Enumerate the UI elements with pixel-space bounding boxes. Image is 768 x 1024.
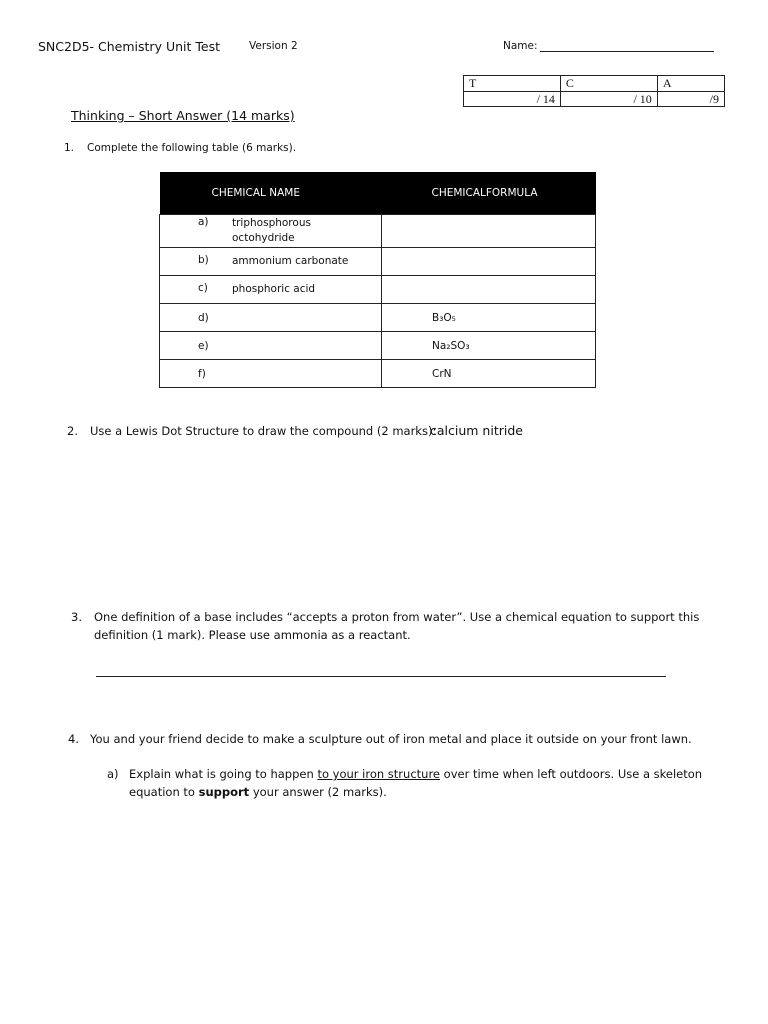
row-e-formula: Na₂SO₃	[382, 332, 596, 360]
q4-text: You and your friend decide to make a sculpture out of iron metal and place it outside on your front lawn.	[90, 732, 692, 746]
table-row	[160, 215, 596, 248]
row-f-name[interactable]: f)	[160, 360, 382, 388]
row-a-name: a) triphosphorous octohydride	[160, 215, 382, 248]
row-d-formula: B₃O₅	[382, 304, 596, 332]
q3-answer-line[interactable]	[96, 664, 666, 677]
q4a-bold-word: support	[198, 785, 250, 799]
q3-line1: One definition of a base includes “accepts a proton from water”. Use a chemical equation to support this	[94, 610, 700, 624]
row-f-formula: CrN	[382, 360, 596, 388]
row-b-name: b) ammonium carbonate	[160, 248, 382, 276]
row-d-name[interactable]: d)	[160, 304, 382, 332]
course-title: SNC2D5- Chemistry Unit Test	[38, 39, 220, 54]
table-row	[160, 304, 596, 332]
name-label: Name:	[503, 40, 538, 52]
chemical-table	[159, 172, 596, 388]
table-row	[160, 276, 596, 304]
name-blank-line[interactable]	[540, 38, 714, 52]
marks-header-a: A	[657, 76, 724, 92]
q4a-line1: Explain what is going to happen to your iron structure over time when left outdoors. Use a skeleton	[129, 767, 703, 781]
table-row	[160, 360, 596, 388]
chem-header-name: CHEMICAL NAME	[160, 172, 382, 215]
q1-number: 1.	[64, 142, 75, 154]
chem-header-formula: CHEMICALFORMULA	[382, 172, 596, 215]
marks-c-total[interactable]: / 10	[560, 91, 657, 107]
q4a-letter: a)	[107, 767, 119, 781]
q3-line2: definition (1 mark). Please use ammonia as a reactant.	[94, 628, 411, 642]
marks-header-c: C	[560, 76, 657, 92]
table-row	[160, 248, 596, 276]
row-a-formula[interactable]	[382, 215, 596, 248]
q4-number: 4.	[68, 732, 79, 746]
q4a-underlined-phrase: to your iron structure	[317, 767, 440, 781]
section-title: Thinking – Short Answer (14 marks)	[71, 108, 295, 123]
q2-compound: calcium nitride	[430, 423, 523, 438]
q1-text: Complete the following table (6 marks).	[87, 142, 297, 154]
q2-text: Use a Lewis Dot Structure to draw the compound (2 marks):	[90, 424, 437, 438]
marks-header-t: T	[464, 76, 561, 92]
row-b-formula[interactable]	[382, 248, 596, 276]
marks-table	[463, 75, 725, 107]
row-c-formula[interactable]	[382, 276, 596, 304]
marks-a-total[interactable]: /9	[657, 91, 724, 107]
q2-number: 2.	[67, 424, 78, 438]
row-c-name: c) phosphoric acid	[160, 276, 382, 304]
table-row	[160, 332, 596, 360]
marks-t-total[interactable]: / 14	[464, 91, 561, 107]
q4a-line2: equation to support your answer (2 marks).	[129, 785, 387, 799]
q3-number: 3.	[71, 610, 82, 624]
version-label: Version 2	[249, 40, 298, 52]
row-e-name[interactable]: e)	[160, 332, 382, 360]
